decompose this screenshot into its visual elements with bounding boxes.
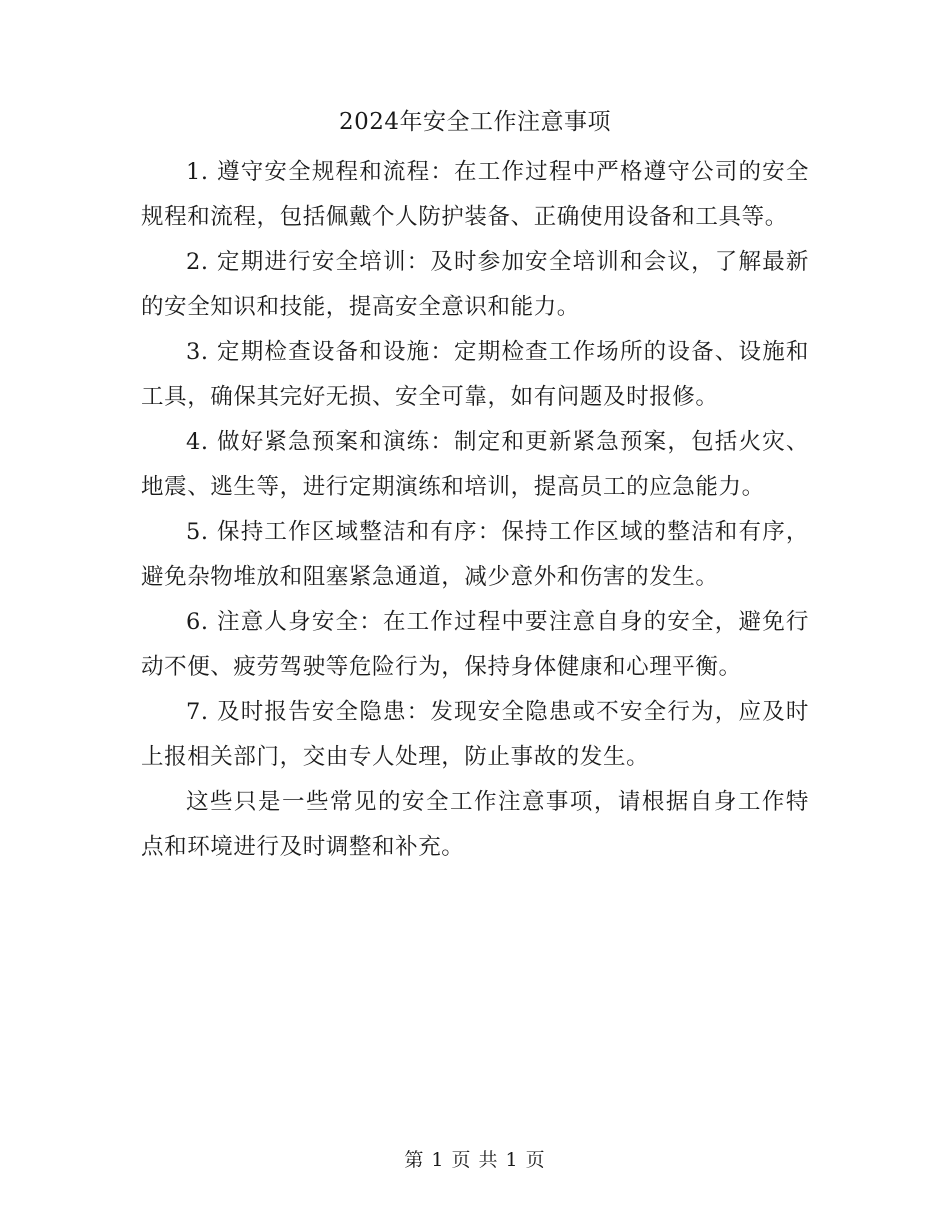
paragraph-item-4: 4. 做好紧急预案和演练：制定和更新紧急预案，包括火灾、地震、逃生等，进行定期演练和培训，提高员工的应急能力。 — [141, 429, 809, 500]
paragraph-item-6: 6. 注意人身安全：在工作过程中要注意自身的安全，避免行动不便、疲劳驾驶等危险行为，保持身体健康和心理平衡。 — [141, 609, 809, 680]
page-footer: 第 1 页 共 1 页 — [404, 1149, 546, 1171]
paragraph-item-3: 3. 定期检查设备和设施：定期检查工作场所的设备、设施和工具，确保其完好无损、安全可靠，如有问题及时报修。 — [141, 339, 809, 410]
paragraph-item-1: 1. 遵守安全规程和流程：在工作过程中严格遵守公司的安全规程和流程，包括佩戴个人防护装备、正确使用设备和工具等。 — [141, 159, 809, 230]
paragraph-item-5: 5. 保持工作区域整洁和有序：保持工作区域的整洁和有序，避免杂物堆放和阻塞紧急通道，减少意外和伤害的发生。 — [141, 519, 809, 590]
document-title: 2024年安全工作注意事项 — [338, 109, 612, 135]
paragraph-item-2: 2. 定期进行安全培训：及时参加安全培训和会议，了解最新的安全知识和技能，提高安全意识和能力。 — [141, 249, 809, 320]
closing-paragraph: 这些只是一些常见的安全工作注意事项，请根据自身工作特点和环境进行及时调整和补充。 — [141, 789, 809, 860]
paragraph-item-7: 7. 及时报告安全隐患：发现安全隐患或不安全行为，应及时上报相关部门，交由专人处理，防止事故的发生。 — [141, 699, 809, 770]
document-body — [141, 150, 809, 870]
